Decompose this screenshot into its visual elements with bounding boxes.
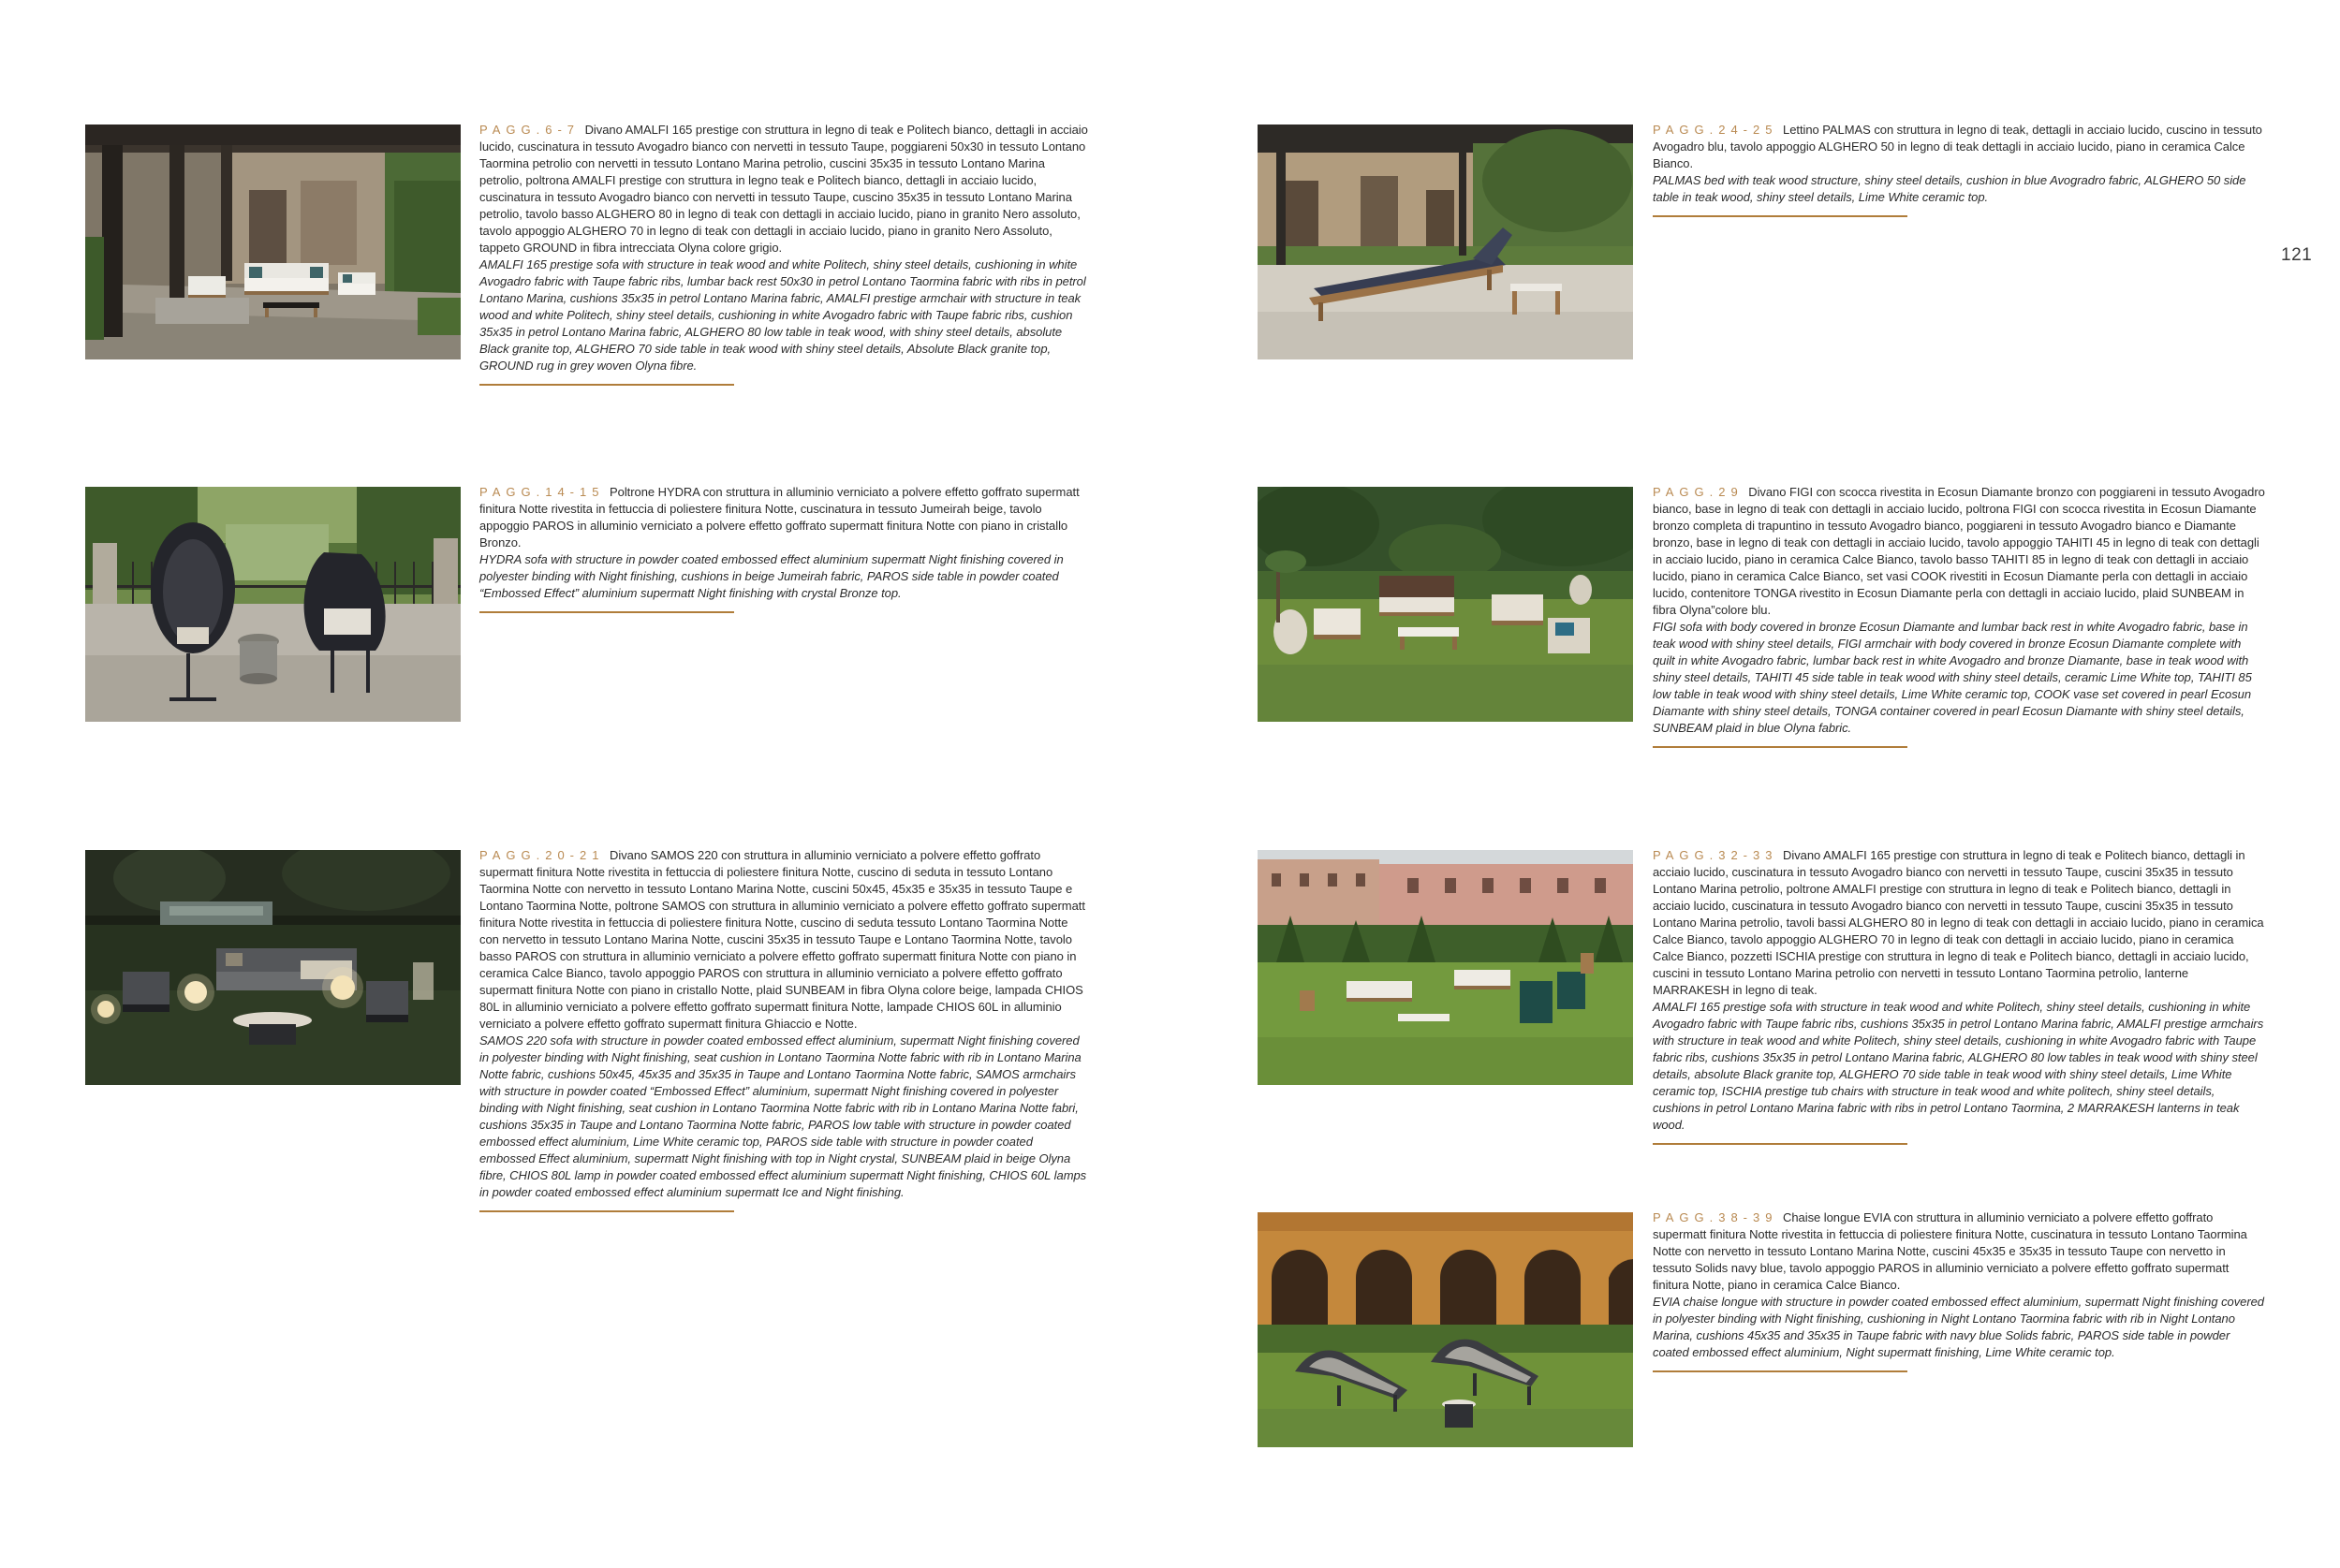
italian-description [479,484,1090,551]
english-description: FIGI sofa with body covered in bronze Ecosun Diamante and lumbar back rest in white Avogadro fabric, base in teak wood with shiny steel details, FIGI armchair with body covered in bronze Ecosun Diamante complete with quilt in white Avogadro fabric, lumbar back rest in white Avogadro and bronze Diamante, base in teak wood with shiny steel details, TAHITI 45 side table in teak wood with shiny steel details, ceramic Lime White top, TAHITI 85 low table in teak wood with shiny steel details, Lime White ceramic top, COOK vase set covered in pearl Ecosun Diamante with shiny steel details, TONGA container covered in pearl Ecosun Diamante with shiny steel details, SUNBEAM plaid in blue Olyna fabric. [1653,620,2252,735]
italian-text: Divano FIGI con scocca rivestita in Ecosun Diamante bronzo con poggiareni in tessuto Avogadro bianco, base in legno di teak con dettagli in acciaio lucido, poltrona FIGI con scocca rivestita in Ecosun Diamante bronzo completa di trapuntino in tessuto Avogadro bianco, poggiareni in tessuto Avogadro bianco e Diamante bronzo, base in legno di teak con dettagli in acciaio lucido, tavolo appoggio TAHITI 45 in legno di teak con dettagli in acciaio lucido, piano in ceramica Calce Bianco, tavolo basso TAHITI 85 in legno di teak con dettagli in acciaio lucido, piano in ceramica Calce Bianco, set vasi COOK rivestiti in Ecosun Diamante perla con dettagli in acciaio lucido, contenitore TONGA rivestito in Ecosun Diamante perla con dettagli in acciaio lucido, plaid SUNBEAM in fibra Olyna”colore blu. [1653,485,2265,617]
english-description: EVIA chaise longue with structure in powder coated embossed effect aluminium, supermatt Night finishing covered in polyester binding with Night finishing, cushioning in Night Lontano Taormina fabric with rib in Night Lontano Marina, cushions 45x35 and 35x35 in Taupe fabric with navy blue Solids fabric, PAROS side table in powder coated embossed effect aluminium, Night supermatt finishing, Lime White ceramic top. [1653,1295,2264,1359]
pagg-label: PAGG. [1653,123,1719,137]
english-description: PALMAS bed with teak wood structure, shiny steel details, cushion in blue Avogradro fabric, ALGHERO 50 side table in teak wood, shiny steel details, Lime White ceramic top. [1653,173,2246,204]
entry-text [479,122,1090,386]
photo-palmas-terrace [1258,125,1633,359]
page-range: 32-33 [1718,848,1778,862]
divider-rule [479,611,734,613]
photo-portico-amalfi [85,125,461,359]
italian-description [479,847,1090,1033]
page-range: 38-39 [1718,1210,1778,1224]
italian-text: Divano AMALFI 165 prestige con struttura in legno di teak e Politech bianco, dettagli in acciaio lucido, cuscinatura in tessuto Avogadro bianco con nervetti in tessuto Taupe, poggiareni 50x30 in tessuto Lontano Taormina petrolio con nervetti in tessuto Lontano Marina petrolio, cuscini 35x35 in tessuto Lontano Marina petrolio, poltrona AMALFI prestige con struttura in legno teak e Politech bianco, dettagli in acciaio lucido, cuscinatura in tessuto Avogadro bianco con nervetti in tessuto Taupe, cuscino 35x35 in tessuto Lontano Marina petrolio, tavolo basso ALGHERO 80 in legno di teak con dettagli in acciaio lucido, piano in granito Nero assoluto, tavolo appoggio ALGHERO 70 in legno di teak con dettagli in acciaio lucido, piano in granito Nero Assoluto, tappeto GROUND in fibra intrecciata Olyna colore grigio. [479,123,1088,255]
italian-text: Poltrone HYDRA con struttura in alluminio verniciato a polvere effetto goffrato supermatt finitura Notte rivestita in fettuccia di poliestere finitura Notte, cuscinatura in tessuto Jumeirah beige, tavolo appoggio PAROS in alluminio verniciato a polvere effetto goffrato supermatt finitura Notte con piano in cristallo Bronzo. [479,485,1080,550]
photo-amalfi-villa-lawn [1258,850,1633,1085]
page-range: 20-21 [545,848,605,862]
entry-text [1653,484,2265,748]
italian-description [1653,1209,2265,1294]
entry-text [479,484,1090,613]
pagg-label: PAGG. [479,848,546,862]
italian-description [1653,847,2265,999]
divider-rule [479,1210,734,1212]
english-description: AMALFI 165 prestige sofa with structure in teak wood and white Politech, shiny steel details, cushioning in white Avogadro fabric with Taupe fabric ribs, cushions 35x35 in petrol Lontano Marina fabric, AMALFI prestige armchairs with structure in teak wood and white Politech, shiny steel details, cushioning in white Avogadro fabric with Taupe fabric ribs, cushions 35x35 in petrol Lontano Marina fabric, ALGHERO 80 low tables in teak wood with shiny steel details, absolute Black granite top, ALGHERO 70 side table in teak wood with shiny steel details, Lime White ceramic top, ISCHIA prestige tub chairs with structure in teak wood and white politech, shiny steel details, cushions in petrol Lontano Marina fabric with ribs in petrol Lontano Taormina, 2 MARRAKESH lanterns in teak wood. [1653,1000,2264,1132]
italian-text: Divano SAMOS 220 con struttura in alluminio verniciato a polvere effetto goffrato supermatt finitura Notte rivestita in fettuccia di poliestere finitura Notte, cuscino di seduta in tessuto Lontano Taormina Notte con nervetto in tessuto Lontano Marina Notte, cuscini 50x45, 45x35 e 35x35 in tessuto Taupe e Lontano Taormina Notte, poltrone SAMOS con struttura in alluminio verniciato a polvere effetto goffrato supermatt finitura Notte rivestita in fettuccia di poliestere finitura Notte, cuscino di seduta tessuto Lontano Taormina Notte con nervetto in tessuto Lontano Marina Notte, cuscini 35x35 in tessuto Taupe e Lontano Taormina Notte, tavolo basso PAROS con struttura in alluminio verniciato a polvere effetto goffrato supermatt finitura Notte con piano in ceramica Calce Bianco, tavolo appoggio PAROS con struttura in alluminio verniciato a polvere effetto goffrato supermatt finitura Notte con piano in cristallo Notte, plaid SUNBEAM in fibra Olyna colore beige, lampada CHIOS 80L in alluminio verniciato a polvere effetto goffrato supermatt finitura Notte, lampade CHIOS 60L in alluminio verniciato a polvere effetto goffrato supermatt finitura Ghiaccio e Notte. [479,848,1085,1031]
divider-rule [1653,215,1907,217]
italian-description [1653,484,2265,619]
divider-rule [479,384,734,386]
pagg-label: PAGG. [479,123,546,137]
italian-description [1653,122,2265,172]
entry-text [1653,122,2265,217]
italian-text: Chaise longue EVIA con struttura in alluminio verniciato a polvere effetto goffrato supermatt finitura Notte rivestita in fettuccia di poliestere finitura Notte, cuscinatura in tessuto Lontano Taormina Notte con nervetto in tessuto Lontano Marina Notte, cuscini 45x35 e 35x35 in tessuto Taupe con nervetto in tessuto Solids navy blue, tavolo appoggio PAROS in alluminio verniciato a polvere effetto goffrato supermatt finitura Notte, piano in ceramica Calce Bianco. [1653,1210,2247,1292]
entry-text [479,847,1090,1212]
italian-text: Lettino PALMAS con struttura in legno di teak, dettagli in acciaio lucido, cuscino in tessuto Avogadro blu, tavolo appoggio ALGHERO 50 in legno di teak dettagli in acciaio lucido, piano in ceramica Calce Bianco. [1653,123,2262,170]
divider-rule [1653,1370,1907,1372]
page-range: 24-25 [1718,123,1778,137]
page-number: 121 [2281,245,2313,265]
divider-rule [1653,746,1907,748]
entry-text [1653,1209,2265,1372]
photo-hydra-garden [85,487,461,722]
pagg-label: PAGG. [479,485,546,499]
pagg-label: PAGG. [1653,485,1719,499]
italian-text: Divano AMALFI 165 prestige con struttura in legno di teak e Politech bianco, dettagli in acciaio lucido, cuscinatura in tessuto Avogadro bianco con nervetti in tessuto Taupe, cuscini 35x35 in tessuto Lontano Marina petrolio, poltrone AMALFI prestige con struttura in legno di teak e Politech bianco, dettagli in acciaio lucido, cuscinatura in tessuto Avogadro bianco con nervetti in tessuto Taupe, cuscini 35x35 in tessuto Lontano Marina petrolio, tavoli bassi ALGHERO 80 in legno di teak con dettagli in acciaio lucido, piano in ceramica Calce Bianco, tavolo appoggio ALGHERO 70 in legno di teak con dettagli in acciaio lucido, piano in ceramica Calce Bianco, pozzetti ISCHIA prestige con struttura in legno di teak e Politech bianco, dettagli in acciaio lucido, cuscini in tessuto Lontano Marina petrolio con nervetti in tessuto Lontano Taormina petrolio, lanterne MARRAKESH in legno di teak. [1653,848,2264,997]
english-description: AMALFI 165 prestige sofa with structure in teak wood and white Politech, shiny steel details, cushioning in white Avogadro fabric with Taupe fabric ribs, lumbar back rest 50x30 in petrol Lontano Taormina fabric with ribs in petrol Lontano Marina, cushions 35x35 in petrol Lontano Marina fabric, AMALFI prestige armchair with structure in teak wood and white Politech, shiny steel details, cushioning in white Avogadro fabric with Taupe fabric ribs, cushion 35x35 in petrol Lontano Marina fabric, ALGHERO 80 low table in teak wood, with shiny steel details, absolute Black granite top, ALGHERO 70 side table in teak wood with shiny steel details, Absolute Black granite top, GROUND rug in grey woven Olyna fibre. [479,257,1086,373]
page-range: 29 [1718,485,1744,499]
photo-figi-garden [1258,487,1633,722]
english-description: SAMOS 220 sofa with structure in powder coated embossed effect aluminium, supermatt Night finishing covered in polyester binding with Night finishing, seat cushion in Lontano Taormina Notte fabric with rib in Lontano Marina Notte fabric, cushions 50x45, 45x35 and 35x35 in Taupe and Lontano Taormina Notte fabric, SAMOS armchairs with structure in powder coated “Embossed Effect” aluminium, supermatt Night finishing covered in polyester binding with Night finishing, seat cushion in Lontano Taormina Notte fabric with rib in Lontano Marina Notte fabri, cushions 35x35 in Taupe and Lontano Taormina Notte fabric, PAROS low table with structure in powder coated embossed effect aluminium, Lime White ceramic top, PAROS side table with structure in powder coated embossed Effect aluminium, supermatt Night finishing with top in Night crystal, SUNBEAM plaid in beige Olyna fibre, CHIOS 80L lamp in powder coated embossed effect aluminium supermatt Night finishing, CHIOS 60L lamps in powder coated embossed effect aluminium supermatt Ice and Night finishing. [479,1033,1087,1199]
italian-description [479,122,1090,256]
photo-samos-night [85,850,461,1085]
page-range: 6-7 [545,123,581,137]
english-description: HYDRA sofa with structure in powder coated embossed effect aluminium supermatt Night finishing covered in polyester binding with Night finishing, cushions in beige Jumeirah fabric, PAROS side table in powder coated “Embossed Effect” aluminium supermatt Night finishing with crystal Bronze top. [479,552,1064,600]
entry-text [1653,847,2265,1145]
pagg-label: PAGG. [1653,848,1719,862]
divider-rule [1653,1143,1907,1145]
photo-evia-cloister [1258,1212,1633,1447]
page-range: 14-15 [545,485,605,499]
pagg-label: PAGG. [1653,1210,1719,1224]
